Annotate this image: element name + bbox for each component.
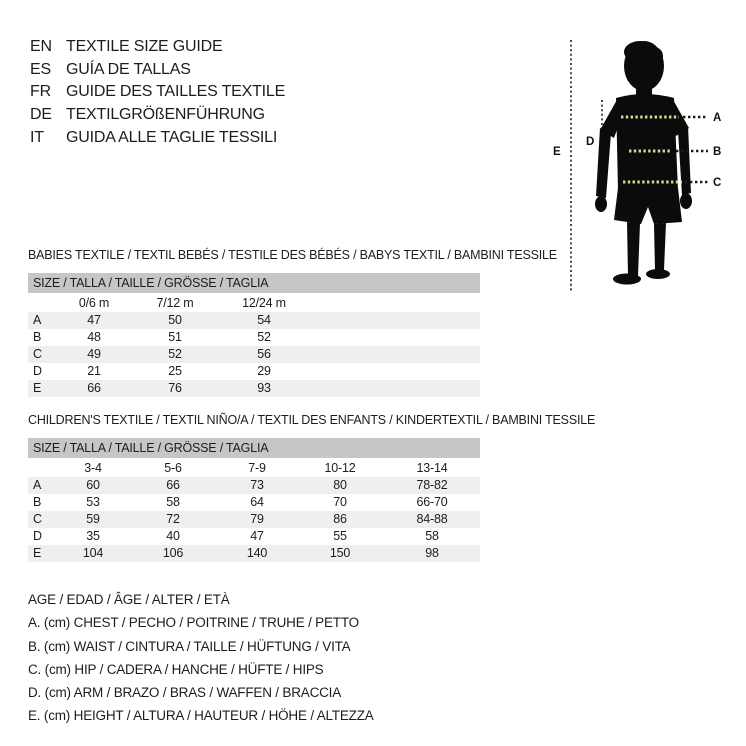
table-row	[28, 329, 480, 346]
lang-code: DE	[30, 106, 52, 124]
table-row	[28, 477, 480, 494]
marker-label-b: B	[713, 146, 722, 158]
row-label: E	[33, 546, 42, 560]
legend-age-line: AGE / EDAD / ÂGE / ALTER / ETÀ	[28, 592, 230, 607]
legend-height-line: E. (cm) HEIGHT / ALTURA / HAUTEUR / HÖHE / ALTEZZA	[28, 708, 374, 724]
value-cell: 84-88	[416, 512, 448, 526]
value-cell: 59	[86, 512, 100, 526]
lang-row-de	[30, 104, 285, 127]
lang-title: TEXTILGRÖßENFÜHRUNG	[66, 106, 265, 124]
lang-code: IT	[30, 128, 44, 146]
value-cell: 78-82	[416, 478, 448, 492]
measurement-legend	[28, 588, 374, 728]
row-label: A	[33, 313, 42, 327]
column-header: 12/24 m	[242, 296, 286, 310]
value-cell: 49	[87, 347, 101, 361]
value-cell: 40	[166, 529, 180, 543]
table-row	[28, 545, 480, 562]
value-cell: 104	[82, 546, 104, 560]
value-cell: 58	[425, 529, 439, 543]
table-row	[28, 528, 480, 545]
value-cell: 66-70	[416, 495, 448, 509]
children-size-header-bar: SIZE / TALLA / TAILLE / GRÖSSE / TAGLIA	[28, 438, 480, 458]
value-cell: 66	[166, 478, 180, 492]
value-cell: 47	[87, 313, 101, 327]
column-header: 7-9	[248, 461, 266, 475]
table-row	[28, 380, 480, 397]
value-cell: 55	[333, 529, 347, 543]
column-header: 5-6	[164, 461, 182, 475]
value-cell: 70	[333, 495, 347, 509]
children-size-section	[28, 413, 596, 562]
babies-size-section	[28, 248, 557, 397]
lang-code: FR	[30, 83, 51, 101]
row-label: B	[33, 495, 42, 509]
legend-chest-line: A. (cm) CHEST / PECHO / POITRINE / TRUHE / PETTO	[28, 615, 359, 631]
value-cell: 150	[329, 546, 351, 560]
table-row	[28, 511, 480, 528]
value-cell: 60	[86, 478, 100, 492]
table-row	[28, 494, 480, 511]
value-cell: 53	[86, 495, 100, 509]
row-label: C	[33, 512, 42, 526]
value-cell: 58	[166, 495, 180, 509]
value-cell: 35	[86, 529, 100, 543]
value-cell: 73	[250, 478, 264, 492]
child-silhouette	[595, 41, 692, 285]
value-cell: 98	[425, 546, 439, 560]
value-cell: 86	[333, 512, 347, 526]
value-cell: 140	[246, 546, 268, 560]
value-cell: 66	[87, 381, 101, 395]
lang-code: EN	[30, 38, 52, 55]
value-cell: 50	[168, 313, 182, 327]
value-cell: 47	[250, 529, 264, 543]
value-cell: 48	[87, 330, 101, 344]
lang-title: GUÍA DE TALLAS	[66, 60, 191, 78]
value-cell: 29	[257, 364, 271, 378]
child-silhouette-icon	[540, 18, 740, 300]
babies-column-header-row	[28, 294, 480, 312]
value-cell: 21	[87, 364, 101, 378]
value-cell: 56	[257, 347, 271, 361]
value-cell: 80	[333, 478, 347, 492]
value-cell: 79	[250, 512, 264, 526]
table-row	[28, 312, 480, 329]
value-cell: 72	[166, 512, 180, 526]
table-row	[28, 363, 480, 380]
lang-title: TEXTILE SIZE GUIDE	[66, 38, 223, 55]
legend-hip-line: C. (cm) HIP / CADERA / HANCHE / HÜFTE / HIPS	[28, 661, 324, 677]
marker-label-a: A	[713, 112, 722, 124]
value-cell: 25	[168, 364, 182, 378]
babies-section-heading: BABIES TEXTILE / TEXTIL BEBÉS / TESTILE DES BÉBÉS / BABYS TEXTIL / BAMBINI TESSILE	[28, 248, 557, 262]
column-header: 7/12 m	[156, 296, 194, 310]
row-label: A	[33, 478, 42, 492]
lang-row-fr	[30, 81, 285, 104]
marker-label-c: C	[713, 177, 722, 189]
value-cell: 52	[168, 347, 182, 361]
row-label: D	[33, 364, 42, 378]
marker-label-d: D	[586, 136, 595, 148]
value-cell: 106	[162, 546, 184, 560]
value-cell: 51	[168, 330, 182, 344]
lang-title: GUIDA ALLE TAGLIE TESSILI	[66, 128, 278, 146]
row-label: D	[33, 529, 42, 543]
value-cell: 76	[168, 381, 182, 395]
column-header: 10-12	[324, 461, 356, 475]
lang-row-es	[30, 59, 285, 82]
value-cell: 54	[257, 313, 271, 327]
table-row	[28, 346, 480, 363]
row-label: E	[33, 381, 42, 395]
lang-row-it	[30, 127, 285, 150]
lang-row-en	[30, 36, 285, 59]
legend-arm-line: D. (cm) ARM / BRAZO / BRAS / WAFFEN / BRACCIA	[28, 685, 342, 701]
column-header: 3-4	[84, 461, 102, 475]
measurement-figure	[540, 18, 740, 300]
legend-waist-line: B. (cm) WAIST / CINTURA / TAILLE / HÜFTUNG / VITA	[28, 638, 351, 654]
row-label: B	[33, 330, 42, 344]
row-label: C	[33, 347, 42, 361]
lang-title: GUIDE DES TAILLES TEXTILE	[66, 83, 286, 101]
column-header: 0/6 m	[78, 296, 110, 310]
babies-size-header-bar: SIZE / TALLA / TAILLE / GRÖSSE / TAGLIA	[28, 273, 480, 293]
marker-label-e: E	[553, 146, 561, 158]
value-cell: 52	[257, 330, 271, 344]
value-cell: 93	[257, 381, 271, 395]
column-header: 13-14	[416, 461, 448, 475]
children-column-header-row	[28, 459, 480, 477]
children-section-heading: CHILDREN'S TEXTILE / TEXTIL NIÑO/A / TEXTIL DES ENFANTS / KINDERTEXTIL / BAMBINI TESSILE	[28, 413, 596, 427]
lang-code: ES	[30, 60, 51, 78]
value-cell: 64	[250, 495, 264, 509]
language-title-list	[30, 36, 285, 150]
